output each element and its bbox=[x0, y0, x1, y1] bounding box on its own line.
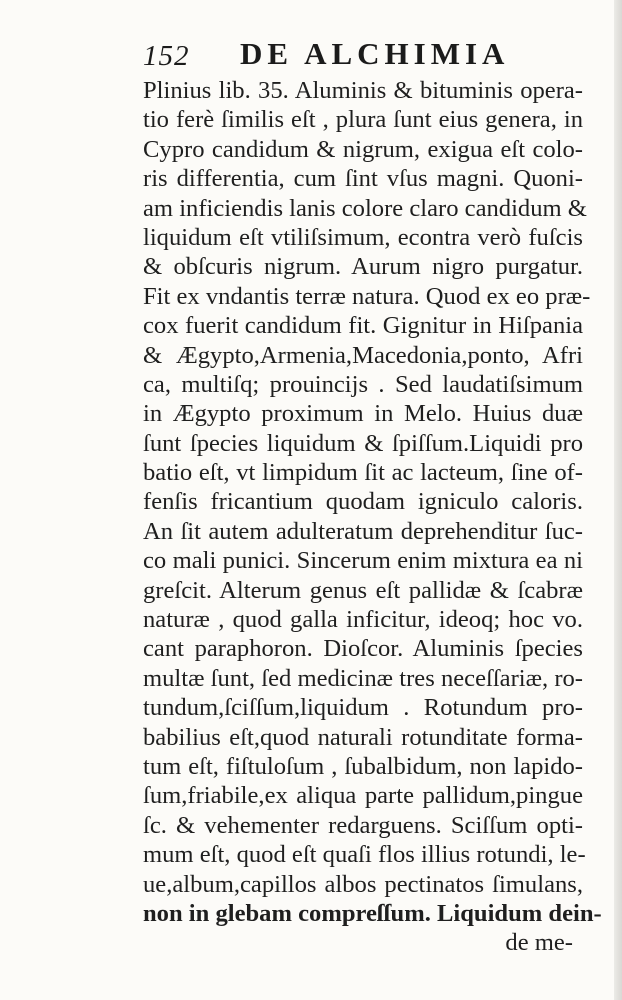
text-line: mum eſt, quod eſt quaſi flos illius rotundi, le- bbox=[143, 841, 586, 869]
text-line: tio ferè ſimilis eſt , plura ſunt eius genera, in bbox=[143, 106, 583, 134]
text-line: ſc. & vehementer redarguens. Sciſſum opti- bbox=[143, 811, 583, 839]
text-line: ca, multiſq; prouincijs . Sed laudatiſsimum bbox=[143, 370, 583, 398]
text-line: babilius eſt,quod naturali rotunditate forma- bbox=[143, 723, 583, 751]
text-line: Fit ex vndantis terræ natura. Quod ex eo præ- bbox=[143, 282, 591, 310]
catchword-line: de me- bbox=[505, 929, 573, 957]
text-line: ue,album,capillos albos pectinatos ſimulans, bbox=[143, 870, 583, 898]
running-title: DE ALCHIMIA bbox=[240, 36, 510, 71]
text-line: co mali punici. Sincerum enim mixtura ea ni bbox=[143, 547, 583, 575]
text-line: greſcit. Alterum genus eſt pallidæ & ſcabræ bbox=[143, 576, 583, 604]
text-line: batio eſt, vt limpidum ſit ac lacteum, ſine of- bbox=[143, 459, 583, 487]
text-line: liquidum eſt vtiliſsimum, econtra verò fuſcis bbox=[143, 223, 583, 251]
text-line: Plinius lib. 35. Aluminis & bituminis opera- bbox=[143, 77, 583, 104]
text-line: ris differentia, cum ſint vſus magni. Quoni- bbox=[143, 165, 583, 193]
text-line: An ſit autem adulteratum deprehenditur ſuc- bbox=[143, 517, 583, 545]
text-line: Cypro candidum & nigrum, exigua eſt colo- bbox=[143, 135, 583, 163]
text-line: am inficiendis lanis colore claro candidum & bbox=[143, 194, 587, 222]
text-line: & obſcuris nigrum. Aurum nigro purgatur. bbox=[143, 253, 583, 281]
text-line: ſunt ſpecies liquidum & ſpiſſum.Liquidi pro bbox=[143, 429, 583, 457]
text-line: non in glebam compreſſum. Liquidum dein- bbox=[143, 899, 602, 927]
text-line: naturæ , quod galla inficitur, ideoq; hoc vo. bbox=[143, 606, 583, 634]
text-line: multæ ſunt, ſed medicinæ tres neceſſariæ, ro- bbox=[143, 664, 583, 692]
text-line: cox fuerit candidum fit. Gignitur in Hiſpania bbox=[143, 312, 583, 340]
text-line: cant paraphoron. Dioſcor. Aluminis ſpecies bbox=[143, 635, 583, 663]
text-line: fenſis fricantium quodam igniculo caloris. bbox=[143, 488, 583, 516]
text-line: ſum,friabile,ex aliqua parte pallidum,pingue bbox=[143, 782, 583, 810]
text-line: tundum,ſciſſum,liquidum . Rotundum pro- bbox=[143, 694, 583, 722]
page-number: 152 bbox=[143, 40, 190, 72]
text-line: & Ægypto,Armenia,Macedonia,ponto, Afri bbox=[143, 341, 583, 369]
body-text bbox=[143, 76, 602, 958]
page-header bbox=[143, 36, 583, 76]
text-line: in Ægypto proximum in Melo. Huius duæ bbox=[143, 400, 583, 428]
page-edge-shadow bbox=[614, 0, 622, 1000]
text-line: tum eſt, fiſtuloſum , ſubalbidum, non lapido- bbox=[143, 752, 583, 780]
